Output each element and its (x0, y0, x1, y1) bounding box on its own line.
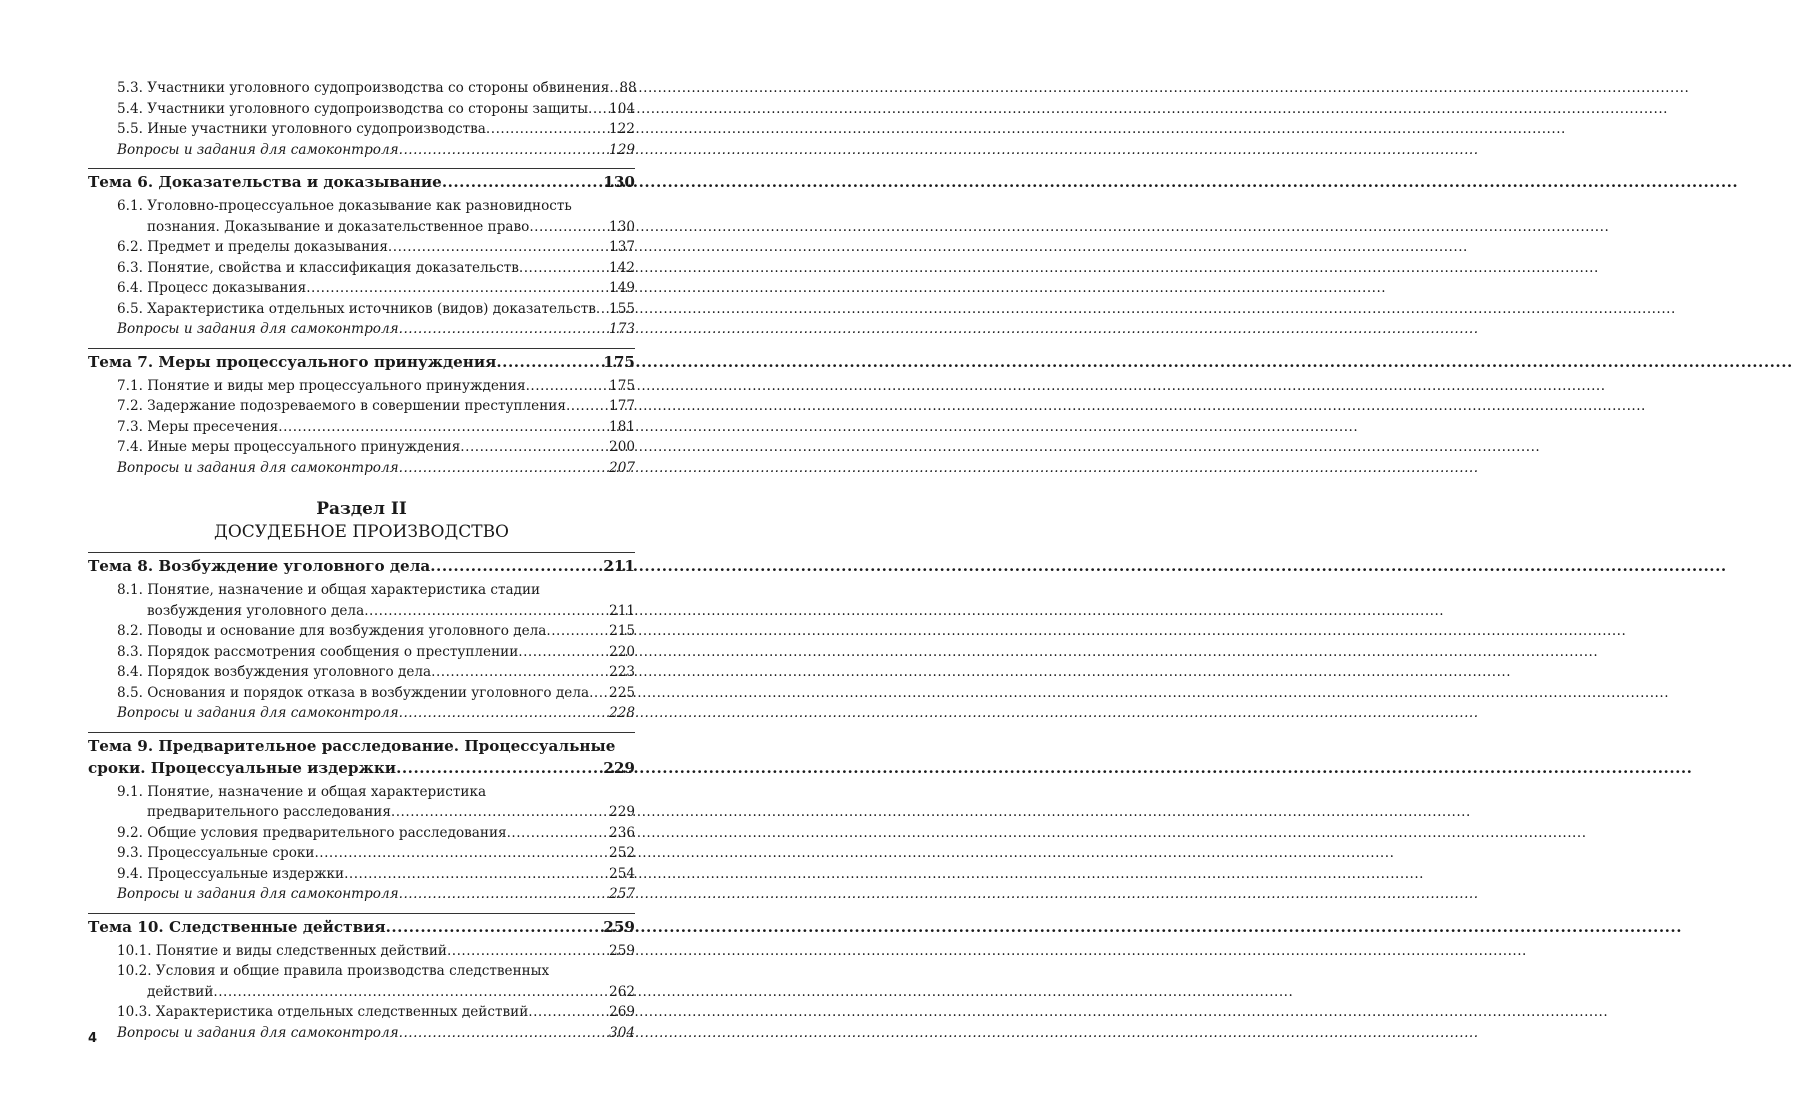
dot-leader (386, 916, 602, 938)
toc-entry-title-cont: познания. Доказывание и доказательственное право (147, 218, 530, 235)
toc-page-number: 155 (609, 300, 635, 317)
dot-leader (526, 376, 607, 397)
toc-page-number: 252 (609, 845, 635, 861)
toc-page-number: 228 (609, 705, 635, 721)
toc-entry-title: Вопросы и задания для самоконтроля (117, 705, 399, 721)
toc-entry-title: Тема 6. Доказательства и доказывание (88, 173, 442, 191)
toc-page-number: 257 (609, 886, 635, 902)
dot-leader (528, 1002, 607, 1023)
toc-entry-title: 9.4. Процессуальные издержки (117, 865, 345, 882)
toc-item[interactable] (117, 683, 635, 704)
toc-entry-title: 8.4. Порядок возбуждения уголовного дела (117, 664, 432, 680)
section-number: Раздел II (316, 499, 407, 519)
toc-entry-title-cont: возбуждения уголовного дела (147, 602, 365, 619)
toc-item[interactable] (117, 621, 635, 642)
dot-leader (399, 140, 607, 161)
toc-entry-title: 6.1. Уголовно-процессуальное доказывание как разновидность (117, 198, 572, 214)
toc-page-number: 220 (609, 643, 635, 660)
toc-page-number: 207 (609, 459, 635, 476)
dot-leader (213, 982, 607, 1003)
toc-item[interactable] (117, 196, 635, 237)
toc-item[interactable] (117, 782, 635, 823)
toc-item[interactable] (117, 843, 635, 864)
toc-entry-title: 5.5. Иные участники уголовного судопроизводства (117, 121, 486, 137)
toc-page-number: 177 (609, 398, 635, 414)
toc-page-number: 259 (603, 917, 635, 936)
toc-topic[interactable] (88, 168, 635, 193)
dot-leader (519, 258, 607, 279)
toc-entry-title: Вопросы и задания для самоконтроля (117, 459, 399, 476)
toc-self-check[interactable] (117, 458, 635, 479)
toc-item[interactable] (117, 78, 635, 99)
toc-page-number: 175 (609, 377, 635, 394)
toc-entry-title: 8.2. Поводы и основание для возбуждения уголовного дела (117, 623, 547, 639)
toc-page-number: 181 (609, 418, 635, 435)
toc-entry-title: Тема 7. Меры процессуального принуждения (88, 352, 497, 371)
toc-entry-title: 8.1. Понятие, назначение и общая характеристика стадии (117, 582, 541, 598)
toc-item[interactable] (117, 376, 635, 397)
toc-entry-title-cont: предварительного расследования (147, 804, 391, 820)
toc-entry-title: Тема 9. Предварительное расследование. Процессуальные (88, 736, 616, 755)
dot-leader (546, 621, 607, 642)
toc-page-number: 223 (609, 664, 635, 680)
dot-leader (396, 757, 601, 779)
toc-item[interactable] (117, 580, 635, 621)
dot-leader (364, 601, 607, 622)
toc-page-number: 211 (603, 557, 635, 575)
dot-leader (486, 119, 607, 140)
toc-item[interactable] (117, 396, 635, 417)
dot-leader (391, 802, 607, 823)
toc-item[interactable] (117, 662, 635, 683)
dot-leader (431, 662, 607, 683)
dot-leader (596, 299, 607, 320)
toc-self-check[interactable] (117, 140, 635, 161)
dot-leader (399, 703, 607, 724)
toc-entry-title: 10.2. Условия и общие правила производства следственных (117, 963, 550, 979)
toc-page-number: 254 (609, 865, 635, 882)
dot-leader (399, 319, 607, 340)
toc-page-number: 137 (609, 239, 635, 255)
toc-entry-title: 8.5. Основания и порядок отказа в возбуждении уголовного дела (117, 684, 590, 701)
dot-leader (399, 458, 607, 479)
toc-item[interactable] (117, 823, 635, 844)
toc-page-number: 149 (609, 280, 635, 296)
section-title: ДОСУДЕБНОЕ ПРОИЗВОДСТВО (214, 522, 509, 542)
toc-page-number: 200 (609, 439, 635, 455)
toc-page-number: 130 (603, 173, 635, 191)
toc-self-check[interactable] (117, 319, 635, 340)
toc-entry-title: 6.5. Характеристика отдельных источников (видов) доказательств (117, 300, 596, 317)
toc-entry-title: Тема 10. Следственные действия (88, 917, 386, 936)
toc-page-number: 229 (603, 758, 635, 777)
toc-item[interactable] (117, 299, 635, 320)
dot-leader (399, 1023, 607, 1044)
toc-page-number: 259 (609, 942, 635, 959)
dot-leader (609, 78, 617, 99)
toc-entry-title: Вопросы и задания для самоконтроля (117, 1024, 399, 1041)
toc-page-number: 175 (603, 352, 635, 371)
dot-leader (518, 642, 607, 663)
toc-entry-title: 7.4. Иные меры процессуального принуждения (117, 439, 461, 455)
toc-page-number: 262 (609, 983, 635, 1000)
toc-page-number: 304 (609, 1024, 635, 1041)
dot-leader (529, 217, 607, 238)
toc-page-number: 236 (609, 824, 635, 841)
dot-leader (566, 396, 607, 417)
toc-topic[interactable] (88, 552, 635, 577)
toc-page-number: 173 (609, 321, 635, 337)
toc-page-number: 142 (609, 259, 635, 276)
toc-self-check[interactable] (117, 884, 635, 905)
toc-item[interactable] (117, 99, 635, 120)
dot-leader (344, 864, 607, 885)
toc-self-check[interactable] (117, 1023, 635, 1044)
toc-item[interactable] (117, 864, 635, 885)
toc-entry-title: 5.3. Участники уголовного судопроизводства со стороны обвинения (117, 80, 610, 96)
toc-page-number: 215 (609, 623, 635, 639)
toc-entry-title: 8.3. Порядок рассмотрения сообщения о преступлении (117, 643, 519, 660)
toc-item[interactable] (117, 417, 635, 438)
dot-leader (388, 237, 607, 258)
table-of-contents (88, 78, 637, 1043)
toc-topic[interactable] (88, 732, 635, 779)
toc-item[interactable] (117, 258, 635, 279)
toc-item[interactable] (117, 437, 635, 458)
dot-leader (496, 351, 601, 373)
dot-leader (507, 823, 607, 844)
toc-page-number: 129 (609, 141, 635, 158)
toc-entry-title: 6.2. Предмет и пределы доказывания (117, 239, 388, 255)
dot-leader (314, 843, 607, 864)
toc-page-number: 130 (609, 218, 635, 235)
dot-leader (589, 683, 607, 704)
toc-page-number: 269 (609, 1004, 635, 1020)
toc-entry-title: 10.1. Понятие и виды следственных действий (117, 942, 447, 959)
toc-page-number: 225 (609, 684, 635, 701)
toc-item[interactable] (117, 237, 635, 258)
dot-leader (588, 99, 607, 120)
dot-leader (430, 555, 601, 577)
toc-entry-title: 7.2. Задержание подозреваемого в совершении преступления (117, 398, 566, 414)
section-heading (88, 498, 635, 544)
dot-leader (442, 171, 601, 193)
toc-entry-title: Вопросы и задания для самоконтроля (117, 141, 399, 158)
toc-page-number: 104 (609, 100, 635, 117)
toc-page-number: 211 (609, 602, 635, 619)
dot-leader (460, 437, 607, 458)
toc-entry-title: 5.4. Участники уголовного судопроизводства со стороны защиты (117, 100, 589, 117)
toc-item[interactable] (117, 642, 635, 663)
toc-entry-title: 6.4. Процесс доказывания (117, 280, 307, 296)
dot-leader (447, 941, 607, 962)
toc-page-number: 229 (609, 804, 635, 820)
toc-topic[interactable] (88, 913, 635, 938)
page-number: 4 (88, 1031, 98, 1046)
toc-entry-title: 9.1. Понятие, назначение и общая характеристика (117, 783, 487, 800)
toc-entry-title: 9.3. Процессуальные сроки (117, 845, 315, 861)
toc-entry-title: Вопросы и задания для самоконтроля (117, 886, 399, 902)
toc-entry-title: 10.3. Характеристика отдельных следственных действий (117, 1004, 529, 1020)
toc-self-check[interactable] (117, 703, 635, 724)
toc-entry-title: 7.3. Меры пресечения (117, 418, 279, 435)
toc-item[interactable] (117, 119, 635, 140)
toc-item[interactable] (117, 961, 635, 1002)
toc-topic[interactable] (88, 348, 635, 373)
toc-item[interactable] (117, 941, 635, 962)
toc-entry-title: Вопросы и задания для самоконтроля (117, 321, 399, 337)
toc-entry-title: Тема 8. Возбуждение уголовного дела (88, 557, 431, 575)
toc-page-number: 88 (619, 80, 637, 96)
dot-leader (399, 884, 607, 905)
toc-entry-title-cont: действий (147, 983, 214, 1000)
toc-page-number: 122 (609, 121, 635, 137)
toc-entry-title: 7.1. Понятие и виды мер процессуального принуждения (117, 377, 526, 394)
dot-leader (306, 278, 607, 299)
toc-entry-title: 9.2. Общие условия предварительного расследования (117, 824, 507, 841)
toc-item[interactable] (117, 278, 635, 299)
toc-item[interactable] (117, 1002, 635, 1023)
toc-entry-title: 6.3. Понятие, свойства и классификация доказательств (117, 259, 519, 276)
toc-entry-title-cont: сроки. Процессуальные издержки (88, 758, 397, 777)
dot-leader (278, 417, 607, 438)
